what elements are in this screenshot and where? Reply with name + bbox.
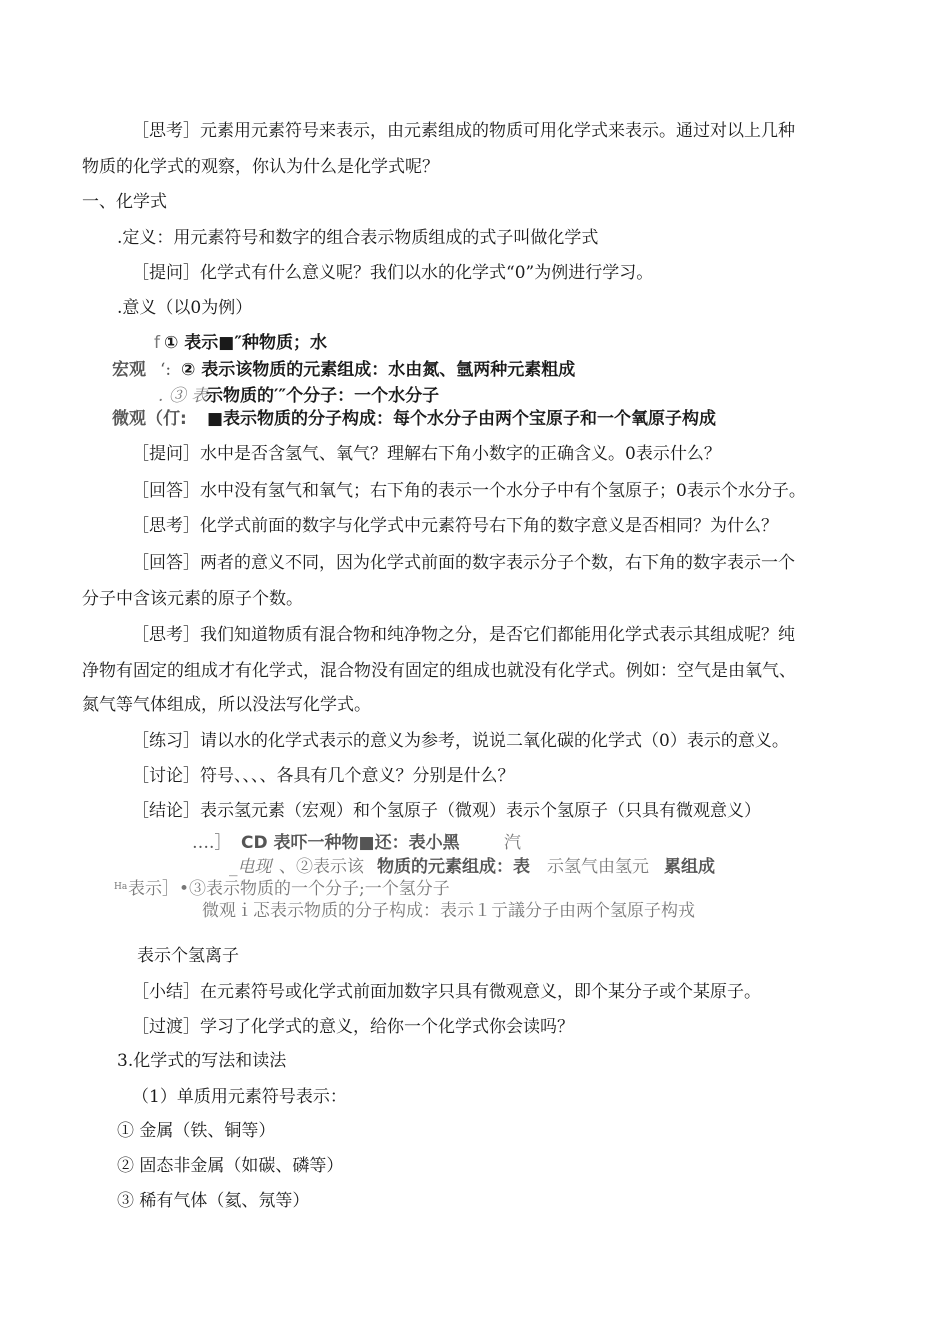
list-item: ② 固态非金属（如碳、磷等） <box>117 1156 344 1176</box>
diagram1-item-3-prefix: . ③ 表 <box>158 386 209 406</box>
diagram1-item-3: 示物质的′″个分子：一个水分子 <box>206 386 440 406</box>
answer-paragraph-2-line-2: 分子中含该元素的原子个数。 <box>82 589 303 609</box>
diagram1-item-2: ② 表示该物质的元素组成：水由氮、氬两种元素粗成 <box>181 360 576 380</box>
think-paragraph-3-line-2: 净物有固定的组成才有化学式，混合物没有固定的组成也就没有化学式。例如：空气是由氧气、 <box>82 661 796 681</box>
list-item: ① 金属（铁、铜等） <box>117 1121 276 1141</box>
list-item: ③ 稀有气体（氦、氖等） <box>117 1191 310 1211</box>
diagram2-line-1-dots: ….］ <box>192 833 232 853</box>
answer-paragraph-2-line-1: ［回答］两者的意义不同，因为化学式前面的数字表示分子个数，右下角的数字表示一个 <box>132 553 795 573</box>
hydrogen-ion-line: 表示个氢离子 <box>137 946 239 966</box>
diagram1-item-1: ① 表示■″种物质；水 <box>164 333 327 353</box>
diagram1-brace-mark: f <box>154 333 160 353</box>
diagram2-line-2-c: 示氢气由氢元 <box>547 857 649 877</box>
diagram2-line-2-d: 累组成 <box>664 857 715 877</box>
diagram2-line-2-prefix: _电现 <box>229 857 272 877</box>
answer-line-1: ［回答］水中没有氢气和氧气；右下角的表示一个水分子中有个氢原子；0表示个水分子。 <box>132 481 806 501</box>
diagram2-line-3: 表示］•③表示物质的一个分子;一个氢分子 <box>128 879 450 899</box>
diagram2-line-1: CD 表吓一种物■还：表小黑 <box>241 833 460 853</box>
think-paragraph-3-line-1: ［思考］我们知道物质有混合物和纯净物之分，是否它们都能用化学式表示其组成呢？纯 <box>132 625 795 645</box>
think-paragraph-1-line-1: ［思考］元素用元素符号来表示，由元素组成的物质可用化学式来表示。通过对以上几种 <box>132 121 795 141</box>
diagram1-macro-label: 宏观 <box>112 360 146 380</box>
section-heading-writing-reading: 3.化学式的写法和读法 <box>117 1051 287 1071</box>
diagram2-line-2-a: 、②表示该 <box>279 857 364 877</box>
discussion-line: ［讨论］符号、、、、各具有几个意义？分别是什么？ <box>132 766 515 786</box>
section-heading-chemical-formula: 一、化学式 <box>82 192 167 212</box>
subsection-elements: （1）单质用元素符号表示： <box>132 1087 347 1107</box>
practice-line: ［练习］请以水的化学式表示的意义为参考，说说二氧化碳的化学式（0）表示的意义。 <box>132 731 789 751</box>
definition-line: .定义：用元素符号和数字的组合表示物质组成的式子叫做化学式 <box>117 228 599 248</box>
think-paragraph-2: ［思考］化学式前面的数字与化学式中元素符号右下角的数字意义是否相同？为什么？ <box>132 516 778 536</box>
summary-line: ［小结］在元素符号或化学式前面加数字只具有微观意义，即个某分子或个某原子。 <box>132 982 761 1002</box>
transition-line: ［过渡］学习了化学式的意义，给你一个化学式你会读吗？ <box>132 1017 574 1037</box>
meaning-heading: .意义（以0为例） <box>117 298 253 318</box>
diagram2-line-1-tail: 汽 <box>504 833 521 853</box>
diagram1-brace-middle: ‘: <box>160 360 172 380</box>
diagram1-micro-label: 微观（仃: <box>112 409 187 429</box>
diagram2-line-3-mark: Ha <box>114 882 128 892</box>
think-paragraph-1-line-2: 物质的化学式的观察，你认为什么是化学式呢？ <box>82 157 439 177</box>
question-line-2: ［提问］水中是否含氢气、氧气？理解右下角小数字的正确含义。0表示什么？ <box>132 444 721 464</box>
diagram2-line-2-b: 物质的元素组成：表 <box>377 857 530 877</box>
think-paragraph-3-line-3: 氮气等气体组成，所以没法写化学式。 <box>82 695 371 715</box>
diagram2-line-4: 微观ｉ忑表示物质的分子构成：表示１亍議分子由两个氢原子构戎 <box>202 901 695 921</box>
diagram1-item-4: ■表示物质的分子构成：每个水分子由两个宝原子和一个氧原子构成 <box>207 409 717 429</box>
conclusion-line: ［结论］表示氢元素（宏观）和个氢原子（微观）表示个氢原子（只具有微观意义） <box>132 801 761 821</box>
question-line-1: ［提问］化学式有什么意义呢？我们以水的化学式“0”为例进行学习。 <box>132 263 654 283</box>
